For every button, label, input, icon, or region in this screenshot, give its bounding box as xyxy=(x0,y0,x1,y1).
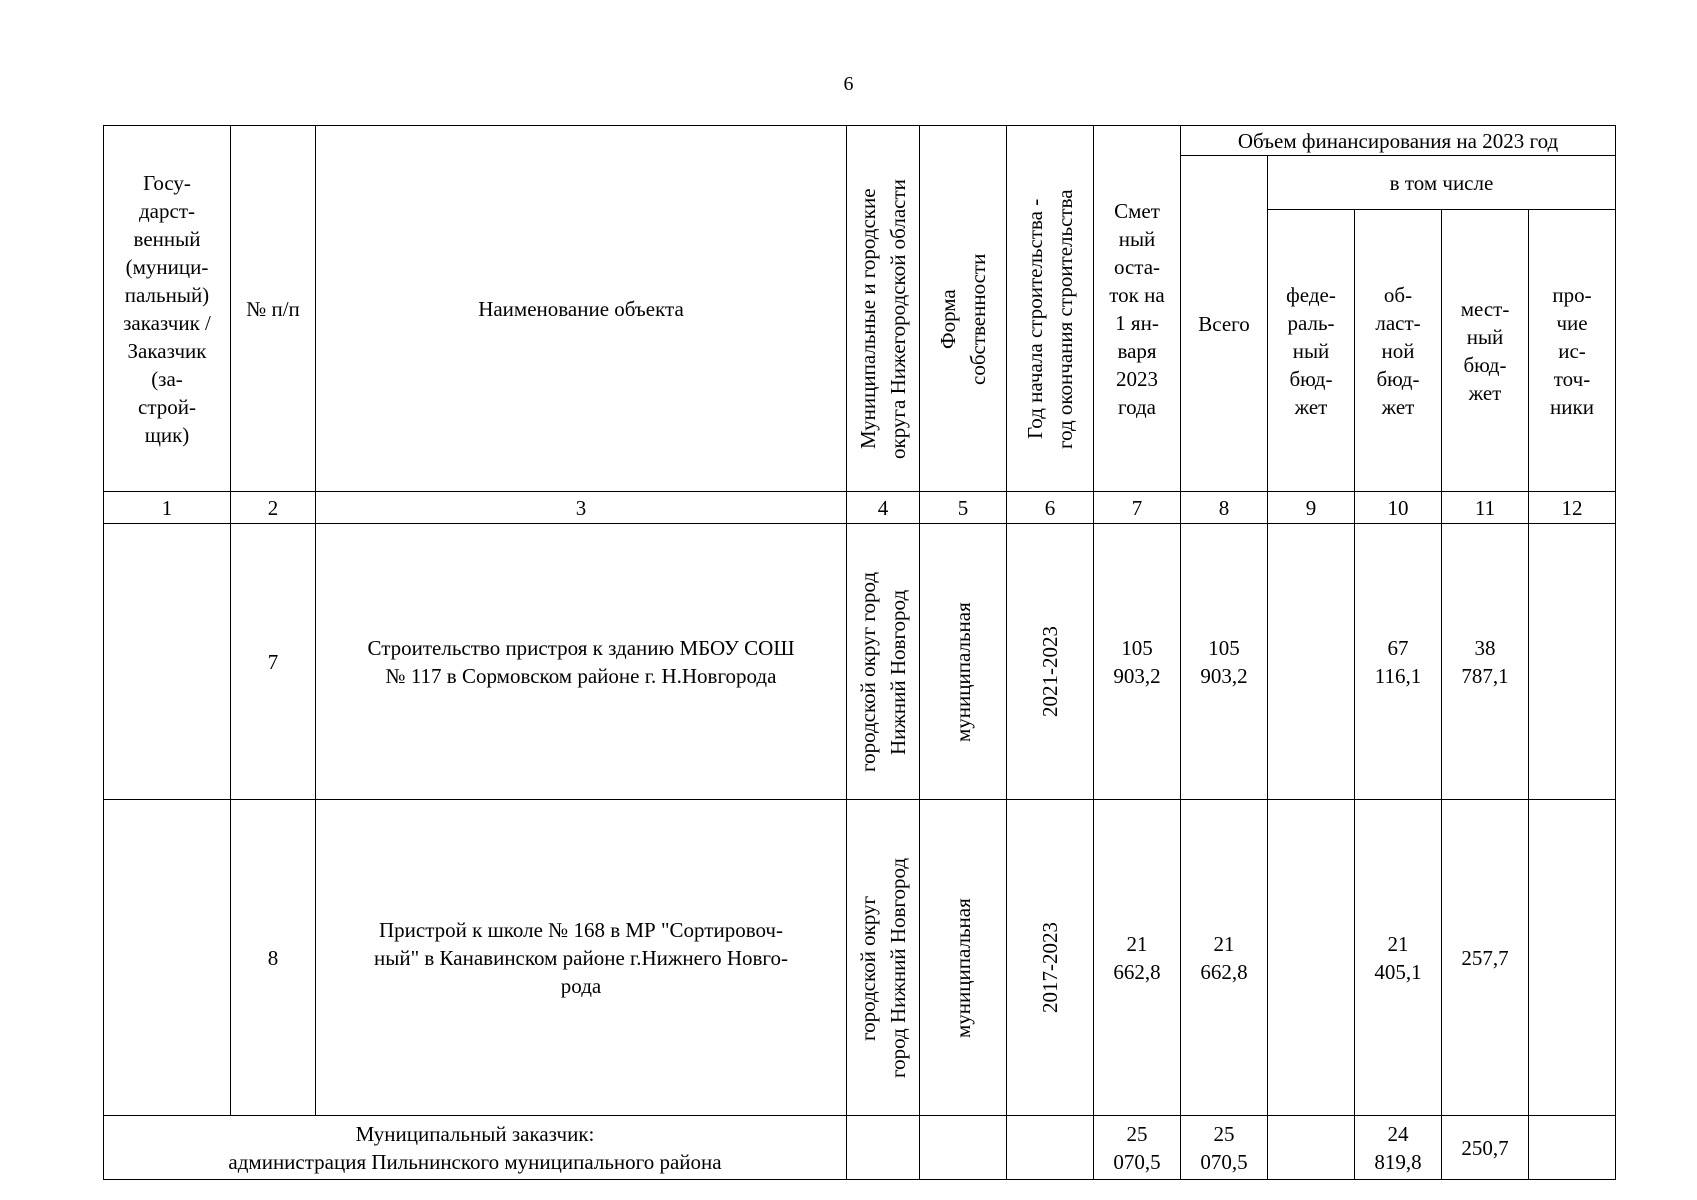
row-municipal-cell xyxy=(847,800,920,1116)
summary-regional: 24 819,8 xyxy=(1355,1116,1442,1180)
summary-municipal xyxy=(847,1116,920,1180)
summary-label: Муниципальный заказчик: администрация Пильнинского муниципального района xyxy=(104,1116,847,1180)
header-federal: феде- раль- ный бюд- жет xyxy=(1268,210,1355,492)
row-total: 21 662,8 xyxy=(1181,800,1268,1116)
header-ownership-cell xyxy=(920,126,1007,492)
column-number: 3 xyxy=(316,492,847,524)
column-number: 2 xyxy=(231,492,316,524)
row-number: 7 xyxy=(231,524,316,800)
row-federal xyxy=(1268,524,1355,800)
row-regional: 21 405,1 xyxy=(1355,800,1442,1116)
row-ownership-cell xyxy=(920,524,1007,800)
row-object-name: Строительство пристроя к зданию МБОУ СОШ № 117 в Сормовском районе г. Н.Новгорода xyxy=(316,524,847,800)
summary-other xyxy=(1529,1116,1616,1180)
row-local: 257,7 xyxy=(1442,800,1529,1116)
header-row-number: № п/п xyxy=(231,126,316,492)
column-number: 8 xyxy=(1181,492,1268,524)
row-local: 38 787,1 xyxy=(1442,524,1529,800)
column-number: 12 xyxy=(1529,492,1616,524)
row-municipal: городской округ город Нижний Новгород xyxy=(856,571,910,773)
row-ownership: муниципальная xyxy=(951,602,975,742)
row-years: 2017-2023 xyxy=(1038,922,1062,1014)
header-municipal: Муниципальные и городские округа Нижегородской области xyxy=(856,179,910,459)
row-years: 2021-2023 xyxy=(1038,626,1062,718)
column-number: 9 xyxy=(1268,492,1355,524)
header-ownership: Форма собственности xyxy=(936,253,990,385)
header-years-cell xyxy=(1007,126,1094,492)
header-years: Год начала строительства - год окончания строительства xyxy=(1023,189,1077,449)
row-object-name: Пристрой к школе № 168 в МР "Сортировоч- ный" в Канавинском районе г.Нижнего Новго- рода xyxy=(316,800,847,1116)
row-ownership: муниципальная xyxy=(951,898,975,1038)
column-number: 7 xyxy=(1094,492,1181,524)
row-municipal-cell xyxy=(847,524,920,800)
column-number: 4 xyxy=(847,492,920,524)
header-regional: об- ласт- ной бюд- жет xyxy=(1355,210,1442,492)
header-municipal-cell xyxy=(847,126,920,492)
row-federal xyxy=(1268,800,1355,1116)
header-object-name: Наименование объекта xyxy=(316,126,847,492)
header-other: про- чие ис- точ- ники xyxy=(1529,210,1616,492)
page-number: 6 xyxy=(843,73,854,95)
table-row xyxy=(104,524,1616,800)
row-other xyxy=(1529,524,1616,800)
row-municipal: городской округ город Нижний Новгород xyxy=(856,857,910,1079)
summary-federal xyxy=(1268,1116,1355,1180)
summary-row xyxy=(104,1116,1616,1180)
row-other xyxy=(1529,800,1616,1116)
column-number: 6 xyxy=(1007,492,1094,524)
header-total: Всего xyxy=(1181,156,1268,492)
row-years-cell xyxy=(1007,524,1094,800)
column-number: 5 xyxy=(920,492,1007,524)
row-number: 8 xyxy=(231,800,316,1116)
column-number: 11 xyxy=(1442,492,1529,524)
summary-estimate-remaining: 25 070,5 xyxy=(1094,1116,1181,1180)
header-estimate-remaining: Смет ный оста- ток на 1 ян- варя 2023 года xyxy=(1094,126,1181,492)
table-row xyxy=(104,800,1616,1116)
summary-total: 25 070,5 xyxy=(1181,1116,1268,1180)
row-estimate-remaining: 105 903,2 xyxy=(1094,524,1181,800)
header-customer: Госу- дарст- венный (муници- пальный) заказчик / Заказчик (за- строй- щик) xyxy=(104,126,231,492)
summary-ownership xyxy=(920,1116,1007,1180)
column-number: 1 xyxy=(104,492,231,524)
row-estimate-remaining: 21 662,8 xyxy=(1094,800,1181,1116)
header-including: в том числе xyxy=(1268,156,1616,210)
row-customer xyxy=(104,524,231,800)
summary-local: 250,7 xyxy=(1442,1116,1529,1180)
summary-years xyxy=(1007,1116,1094,1180)
row-regional: 67 116,1 xyxy=(1355,524,1442,800)
row-years-cell xyxy=(1007,800,1094,1116)
header-local: мест- ный бюд- жет xyxy=(1442,210,1529,492)
header-financing-title: Объем финансирования на 2023 год xyxy=(1181,126,1616,156)
row-total: 105 903,2 xyxy=(1181,524,1268,800)
header-row-1 xyxy=(104,126,1616,156)
row-ownership-cell xyxy=(920,800,1007,1116)
row-customer xyxy=(104,800,231,1116)
column-numbers-row xyxy=(104,492,1616,524)
column-number: 10 xyxy=(1355,492,1442,524)
financing-table xyxy=(103,125,1616,1180)
